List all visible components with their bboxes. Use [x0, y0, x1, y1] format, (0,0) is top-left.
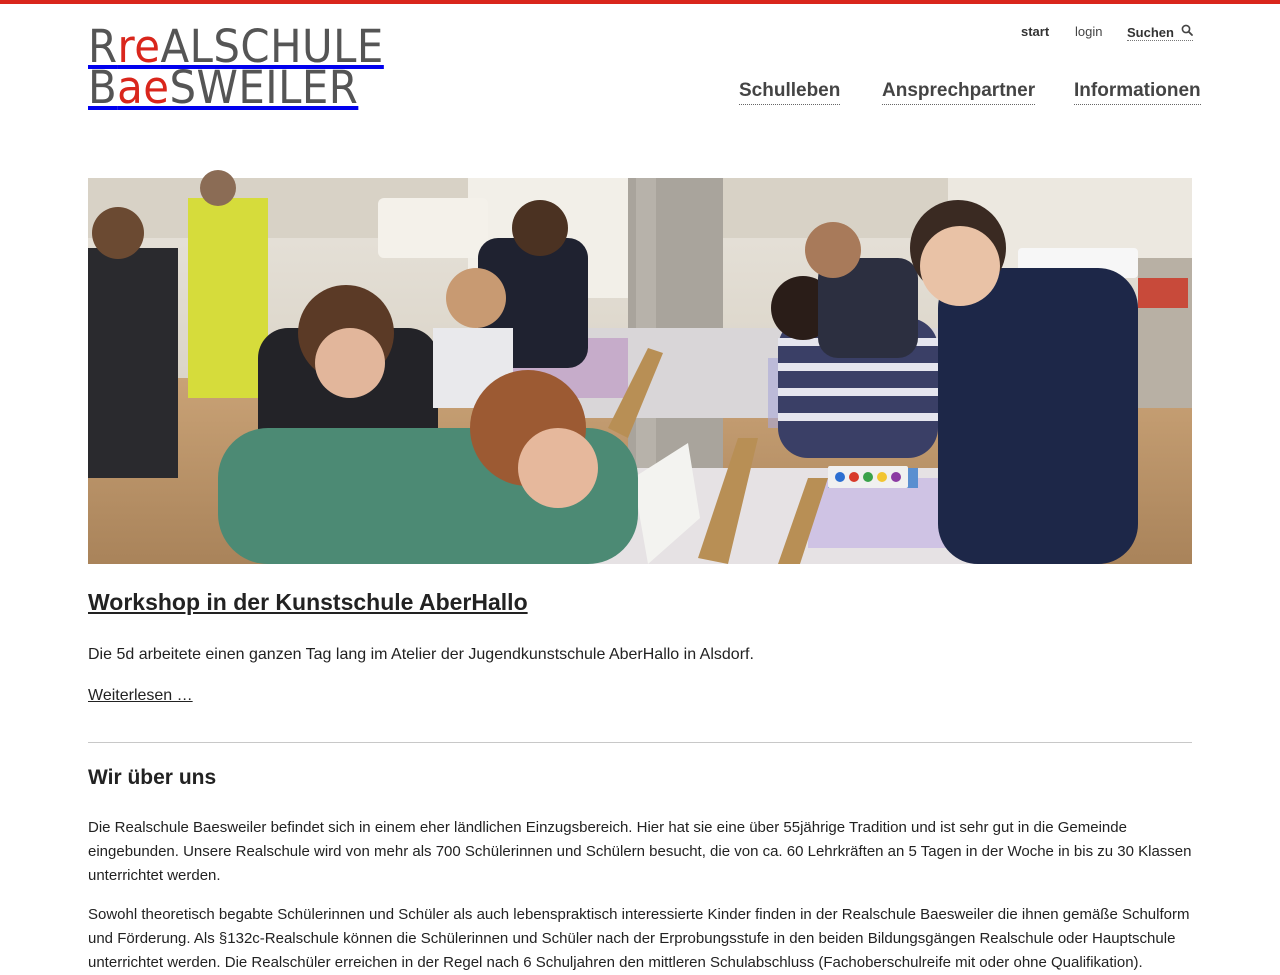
main-navigation [700, 80, 1201, 108]
meta-navigation [1000, 22, 1194, 42]
meta-link-start[interactable]: start [1021, 24, 1050, 39]
logo-line-1: RreALSCHULE [88, 20, 384, 73]
search-input[interactable] [1127, 24, 1175, 40]
top-accent-bar [0, 0, 1280, 4]
article-hero-image[interactable] [88, 178, 1192, 564]
hero-photo-illustration [88, 178, 1192, 564]
logo-line-2: BaeSWEILER [88, 61, 359, 114]
section-divider [88, 742, 1192, 743]
search-box [1127, 22, 1193, 41]
nav-item-informationen[interactable]: Informationen [1074, 80, 1201, 105]
meta-link-login[interactable]: login [1075, 24, 1103, 39]
about-heading: Wir über uns [88, 766, 217, 789]
site-logo[interactable] [88, 20, 384, 114]
about-paragraph-2: Sowohl theoretisch begabte Schülerinnen und Schüler als auch lebenspraktisch interessierte Kinder finden in der Realschule Baesweiler die ihnen gemäße Schulform und Förderung. Als §132c-Realschule können die Schülerinnen und Schüler nach der Erprobungsstufe in den beiden Bildungsgängen Realschule oder Hauptschule unterrichtet werden. Die Realschüler erreichen in der Regel nach 6 Schuljahren den mittleren Schulabschluss (Fachoberschulreife mit oder ohne Qualifikation). [88, 906, 1190, 971]
read-more-link[interactable]: Weiterlesen … [88, 687, 193, 704]
article-title-link[interactable]: Workshop in der Kunstschule AberHallo [88, 589, 528, 615]
about-paragraph-1: Die Realschule Baesweiler befindet sich in einem eher ländlichen Einzugsbereich. Hier hat sie eine über 55jährige Tradition und ist sehr gut in die Gemeinde eingebunden. Unsere Realschule wird von mehr als 700 Schülerinnen und Schülern besucht, die von ca. 60 Lehrkräften an 5 Tagen in der Woche in bis zu 30 Klassen unterrichtet werden. [88, 819, 1192, 884]
search-icon[interactable] [1181, 24, 1193, 36]
article-teaser: Die 5d arbeitete einen ganzen Tag lang im Atelier der Jugendkunstschule AberHallo in Alsdorf. [88, 646, 754, 663]
nav-item-schulleben[interactable]: Schulleben [739, 80, 840, 105]
nav-item-ansprechpartner[interactable]: Ansprechpartner [882, 80, 1035, 105]
